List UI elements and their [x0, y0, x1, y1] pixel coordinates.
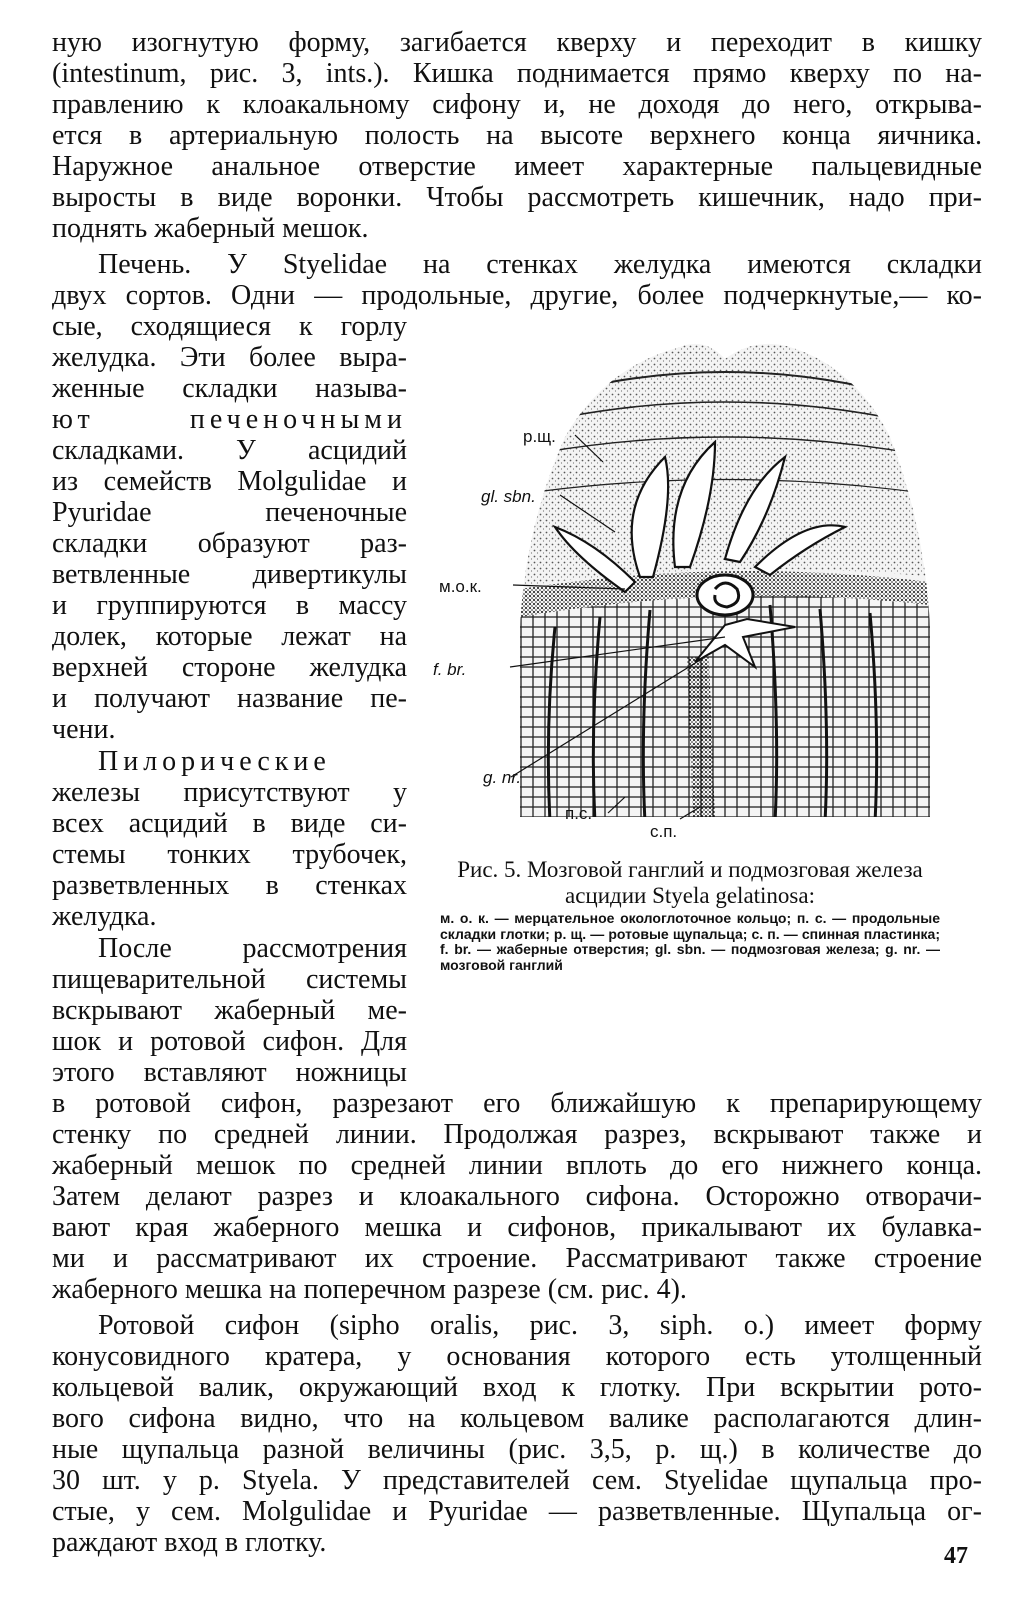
text-line: разветвленных в стенках: [52, 870, 407, 901]
text-line: пищеварительной системы: [52, 964, 407, 995]
text-line: Затем делают разрез и клоакального сифона. Осторожно отворачи-: [52, 1181, 982, 1212]
text-line: двух сортов. Одни — продольные, другие, более подчеркнутые,— ко-: [52, 280, 982, 311]
text-line: в ротовой сифон, разрезают его ближайшую к препарирующему: [52, 1088, 982, 1119]
text-line: желудка.: [52, 901, 157, 932]
text-line: ют печеночными: [52, 404, 407, 435]
figure-label: м.о.к.: [439, 577, 482, 596]
text-line: желудка. Эти более выра-: [52, 342, 407, 373]
text-line: сые, сходящиеся к горлу: [52, 311, 407, 342]
figure-label: gl. sbn.: [481, 487, 536, 506]
figure-label: g. nr.: [483, 768, 522, 787]
text-line: шок и ротовой сифон. Для: [52, 1026, 407, 1057]
text-line: жаберного мешка на поперечном разрезе (см. рис. 4).: [52, 1274, 687, 1305]
figure-caption-legend: м. о. к. — мерцательное окологлоточное кольцо; п. с. — продольные складки глотки; р. щ. — ротовые щупальца; с. п. — спинная пластинка; f. br. — жаберные отверстия; gl. sbn. — подмозговая железа; g. nr. — мозговой ганглий: [440, 910, 940, 973]
text-line: складки образуют раз-: [52, 528, 407, 559]
page-number: 47: [944, 1543, 968, 1569]
text-line: складками. У асцидий: [52, 435, 407, 466]
text-line: правлению к клоакальному сифону и, не доходя до него, открыва-: [52, 89, 982, 120]
figure-label: с.п.: [650, 822, 678, 841]
text-line: (intestinum, рис. 3, ints.). Кишка поднимается прямо кверху по на-: [52, 58, 982, 89]
text-line: женные складки называ-: [52, 373, 407, 404]
text-line: железы присутствуют у: [52, 777, 407, 808]
text-line: вскрывают жаберный ме-: [52, 995, 407, 1026]
text-line: Ротовой сифон (sipho oralis, рис. 3, siph. o.) имеет форму: [98, 1310, 982, 1341]
text-line: выросты в виде воронки. Чтобы рассмотреть кишечник, надо при-: [52, 182, 982, 213]
text-line: Пилорические: [98, 746, 331, 777]
text-line: кольцевой валик, окружающий вход к глотку. При вскрытии рото-: [52, 1372, 982, 1403]
text-line: После рассмотрения: [98, 933, 407, 964]
text-line: долек, которые лежат на: [52, 621, 407, 652]
text-line: верхней стороне желудка: [52, 652, 407, 683]
text-line: ветвленные дивертикулы: [52, 559, 407, 590]
text-line: стые, у сем. Molgulidae и Pyuridae — разветвленные. Щупальца ог-: [52, 1496, 982, 1527]
figure-label: р.щ.: [523, 427, 556, 446]
text-line: и получают название пе-: [52, 683, 407, 714]
figure-ganglion-illustration: [425, 327, 980, 847]
text-line: стенку по средней линии. Продолжая разрез, вскрывают также и: [52, 1119, 982, 1150]
text-line: этого вставляют ножницы: [52, 1057, 407, 1088]
figure-caption-title: Рис. 5. Мозговой ганглий и подмозговая железа асцидии Styela gelatinosa:: [457, 857, 923, 908]
text-line: Pyuridae печеночные: [52, 497, 407, 528]
figure-label: f. br.: [433, 660, 467, 679]
text-line: конусовидного кратера, у основания которого есть утолщенный: [52, 1341, 982, 1372]
text-line: Наружное анальное отверстие имеет характерные пальцевидные: [52, 151, 982, 182]
text-line: ную изогнутую форму, загибается кверху и переходит в кишку: [52, 27, 982, 58]
text-line: всех асцидий в виде си-: [52, 808, 407, 839]
text-line: жаберный мешок по средней линии вплоть до его нижнего конца.: [52, 1150, 982, 1181]
text-line: вого сифона видно, что на кольцевом валике располагаются длин-: [52, 1403, 982, 1434]
text-line: стемы тонких трубочек,: [52, 839, 407, 870]
text-line: 30 шт. у р. Styela. У представителей сем. Styelidae щупальца про-: [52, 1465, 982, 1496]
text-line: Печень. У Styelidae на стенках желудка имеются складки: [98, 249, 982, 280]
text-line: ные щупальца разной величины (рис. 3,5, р. щ.) в количестве до: [52, 1434, 982, 1465]
text-line: поднять жаберный мешок.: [52, 213, 369, 244]
text-line: ми и рассматривают их строение. Рассматривают также строение: [52, 1243, 982, 1274]
text-line: вают края жаберного мешка и сифонов, прикалывают их булавка-: [52, 1212, 982, 1243]
text-line: раждают вход в глотку.: [52, 1527, 327, 1558]
text-line: чени.: [52, 714, 116, 745]
text-line: из семейств Molgulidae и: [52, 466, 407, 497]
text-line: ется в артериальную полость на высоте верхнего конца яичника.: [52, 120, 982, 151]
figure-label: п.с.: [565, 804, 593, 823]
text-line: и группируются в массу: [52, 590, 407, 621]
